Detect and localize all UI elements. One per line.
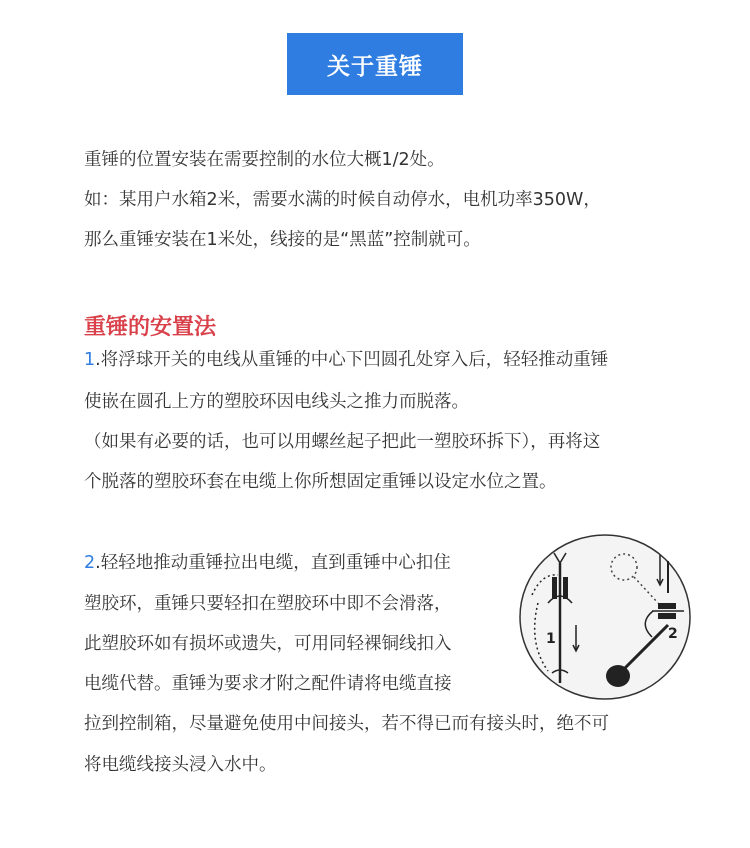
step2-line: 将电缆线接头浸入水中。 <box>84 755 277 775</box>
step-number: 2 <box>84 553 96 573</box>
svg-text:2: 2 <box>668 626 678 642</box>
step1-line: （如果有必要的话，也可以用螺丝起子把此一塑胶环拆下），再将这 <box>84 432 601 452</box>
step1-line: 个脱落的塑胶环套在电缆上你所想固定重锤以设定水位之置。 <box>84 472 557 492</box>
step1-line: 使嵌在圆孔上方的塑胶环因电线头之推力而脱落。 <box>84 392 469 412</box>
step-number: 1 <box>84 350 96 370</box>
step1-line <box>84 350 608 370</box>
intro-line: 如：某用户水箱2米，需要水满的时候自动停水，电机功率350W， <box>84 190 601 210</box>
svg-text:1: 1 <box>546 631 556 647</box>
step2-line: 电缆代替。重锤为要求才附之配件请将电缆直接 <box>84 674 452 694</box>
step-text: .将浮球开关的电线从重锤的中心下凹圆孔处穿入后，轻轻推动重锤 <box>95 350 609 370</box>
step2-line: 塑胶环，重锤只要轻扣在塑胶环中即不会滑落， <box>84 594 452 614</box>
section-heading: 重锤的安置法 <box>84 315 217 340</box>
step-text: .轻轻地推动重锤拉出电缆，直到重锤中心扣住 <box>95 553 451 573</box>
step2-line: 拉到控制箱，尽量避免使用中间接头，若不得已而有接头时，绝不可 <box>84 714 609 734</box>
intro-line: 那么重锤安装在1米处，线接的是“黑蓝”控制就可。 <box>84 230 481 250</box>
step2-line: 此塑胶环如有损坏或遗失，可用同轻裸铜线扣入 <box>84 634 452 654</box>
step2-line <box>84 553 451 573</box>
intro-line: 重锤的位置安装在需要控制的水位大概1/2处。 <box>84 150 445 170</box>
section-title-button: 关于重锤 <box>287 33 463 95</box>
weight-installation-diagram <box>518 533 692 701</box>
